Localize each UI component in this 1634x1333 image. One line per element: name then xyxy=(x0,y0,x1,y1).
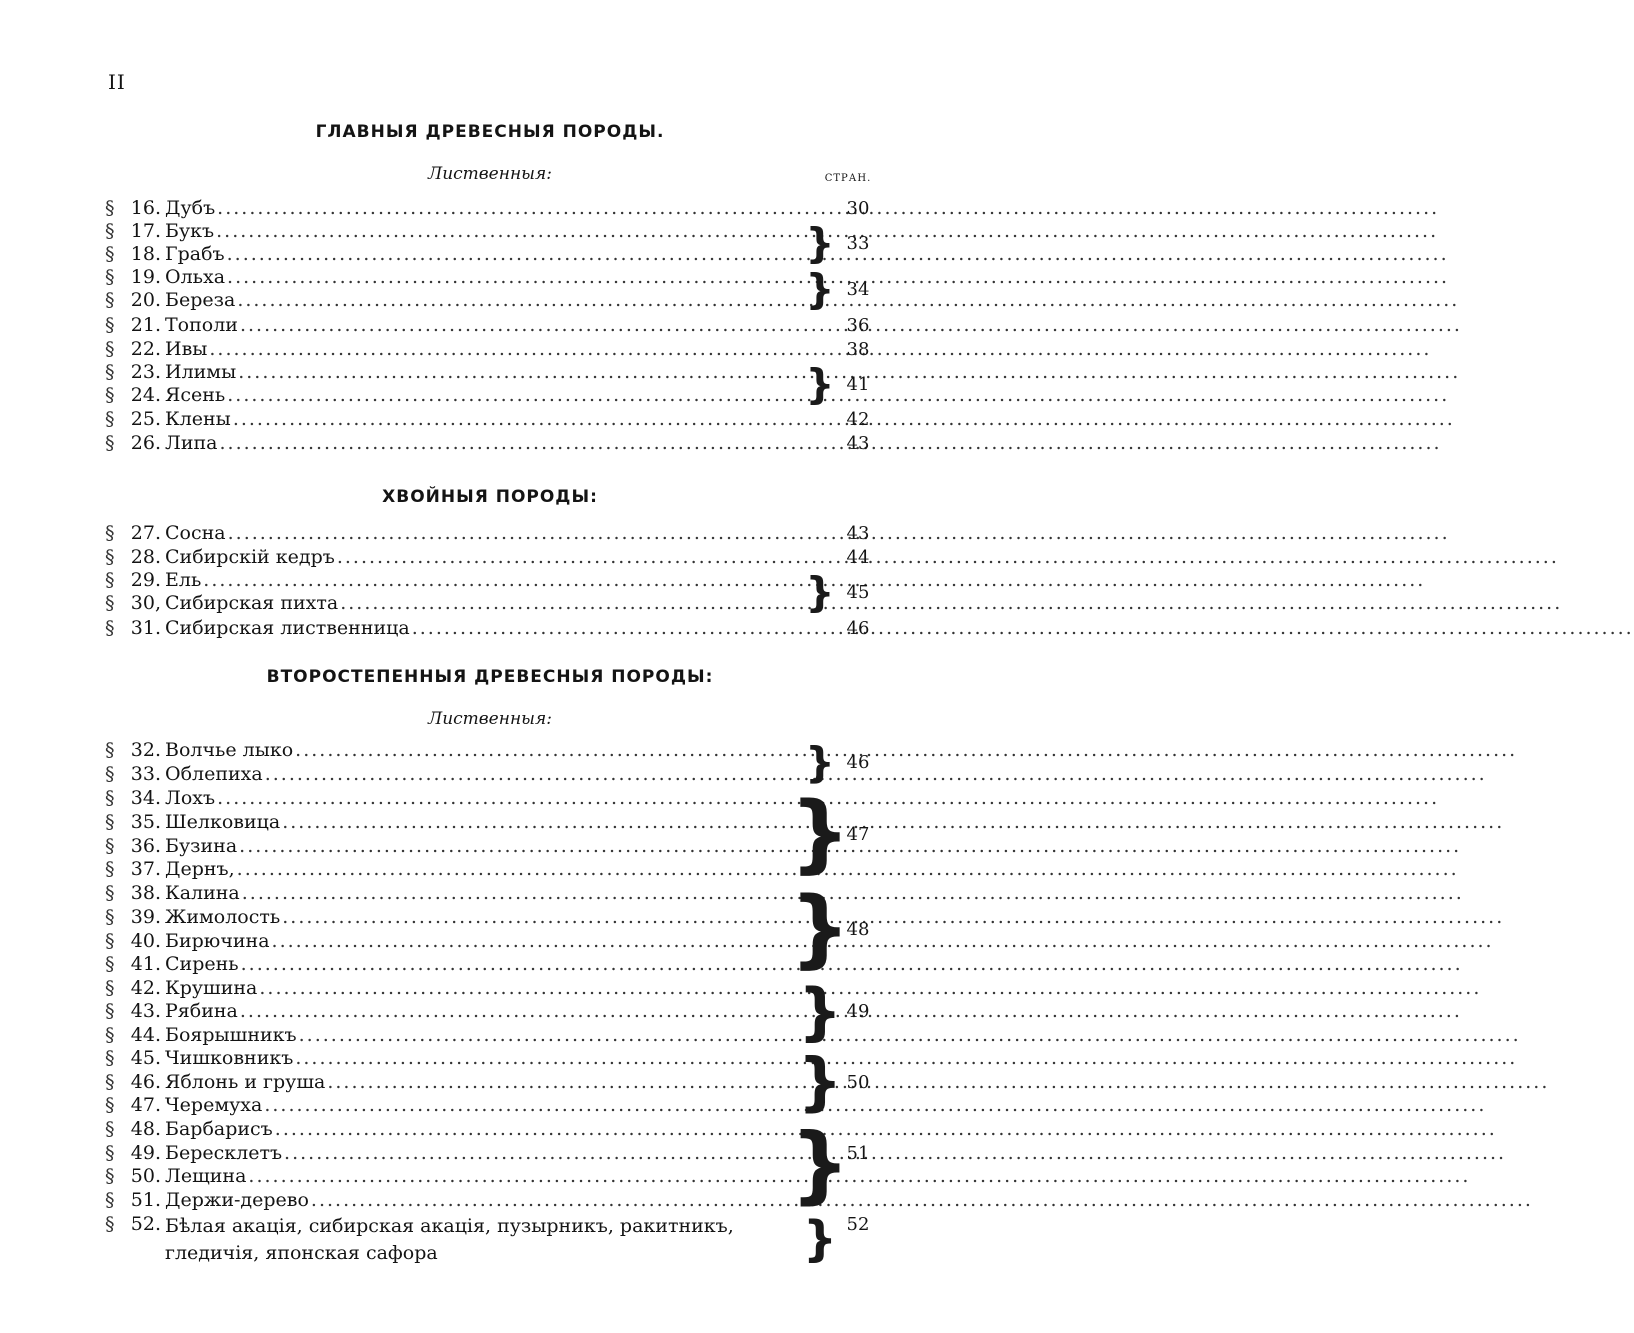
entry-number: 26. xyxy=(130,432,161,454)
page-reference: 43 xyxy=(846,433,870,454)
entry-number: 49. xyxy=(130,1142,161,1164)
entry-title: Бѣлая акація, сибирская акація, пузырникъ, ракитникъ, гледичія, японская сафора xyxy=(165,1215,734,1264)
section-sign: § xyxy=(105,314,115,336)
entry-title: Сосна xyxy=(165,522,226,544)
section-sign: § xyxy=(105,1165,115,1187)
section-sign: § xyxy=(105,858,115,880)
section-sign: § xyxy=(105,882,115,904)
dot-leader xyxy=(264,1094,1486,1117)
entry-title: Ивы xyxy=(165,338,208,360)
toc-entry xyxy=(105,930,820,953)
section-subtitle-deciduous-secondary: Лиственныя: xyxy=(428,709,552,729)
entry-number: 51. xyxy=(130,1189,161,1211)
entry-number: 35. xyxy=(130,811,161,833)
entry-title: Ель xyxy=(165,569,202,591)
toc-entry xyxy=(105,882,820,905)
section-sign: § xyxy=(105,592,115,614)
section-sign: § xyxy=(105,338,115,360)
entry-number: 44. xyxy=(130,1024,161,1046)
page-reference: 47 xyxy=(846,824,870,845)
entry-title: Ольха xyxy=(165,266,226,288)
entry-number: 18. xyxy=(130,243,161,265)
page-reference: 50 xyxy=(846,1072,870,1093)
entry-number: 37. xyxy=(130,858,161,880)
toc-entry xyxy=(105,1071,820,1094)
page-reference: 46 xyxy=(846,618,870,639)
page-reference: 30 xyxy=(846,198,870,219)
entry-number: 47. xyxy=(130,1094,161,1116)
entry-number: 50. xyxy=(130,1165,161,1187)
entry-number: 21. xyxy=(130,314,161,336)
toc-entry xyxy=(105,592,820,615)
page-reference: 46 xyxy=(846,752,870,773)
page-reference: 42 xyxy=(846,409,870,430)
entry-title: Боярышникъ xyxy=(165,1024,297,1046)
toc-entry xyxy=(105,289,820,312)
section-sign: § xyxy=(105,1000,115,1022)
entry-number: 19. xyxy=(130,266,161,288)
entry-number: 31. xyxy=(130,617,161,639)
entry-title: Рябина xyxy=(165,1000,238,1022)
toc-entry xyxy=(105,1024,820,1047)
grouping-brace: } xyxy=(790,1115,850,1213)
section-sign: § xyxy=(105,266,115,288)
entry-number: 48. xyxy=(130,1118,161,1140)
dot-leader xyxy=(295,739,1517,762)
entry-number: 45. xyxy=(130,1047,161,1069)
toc-entry xyxy=(105,314,820,337)
page-reference: 43 xyxy=(846,523,870,544)
toc-entry xyxy=(105,361,820,384)
toc-entry xyxy=(105,1047,820,1070)
entry-title: Сирень xyxy=(165,953,239,975)
entry-number: 40. xyxy=(130,930,161,952)
entry-title: Сибирскій кедръ xyxy=(165,546,335,568)
dot-leader xyxy=(259,977,1481,1000)
entry-number: 30, xyxy=(130,592,161,614)
dot-leader xyxy=(242,882,1464,905)
dot-leader xyxy=(295,1047,1517,1070)
entry-number: 22. xyxy=(130,338,161,360)
toc-entry xyxy=(105,522,820,545)
grouping-brace: } xyxy=(805,360,835,408)
entry-title: Тополи xyxy=(165,314,238,336)
page-reference: 52 xyxy=(846,1214,870,1235)
dot-leader xyxy=(282,811,1504,834)
page-reference: 38 xyxy=(846,339,870,360)
entry-number: 29. xyxy=(130,569,161,591)
toc-entry xyxy=(105,1213,820,1267)
dot-leader xyxy=(311,1189,1533,1212)
dot-leader xyxy=(299,1024,1521,1047)
section-sign: § xyxy=(105,835,115,857)
grouping-brace: } xyxy=(802,1211,838,1267)
toc-entry xyxy=(105,906,820,929)
section-sign: § xyxy=(105,243,115,265)
section-sign: § xyxy=(105,220,115,242)
section-sign: § xyxy=(105,977,115,999)
section-sign: § xyxy=(105,432,115,454)
page-reference: 41 xyxy=(846,374,870,395)
page-reference: 48 xyxy=(846,919,870,940)
entry-number: 27. xyxy=(130,522,161,544)
dot-leader xyxy=(248,1165,1470,1188)
dot-leader xyxy=(337,546,1559,569)
entry-number: 43. xyxy=(130,1000,161,1022)
entry-title: Волчье лыко xyxy=(165,739,294,761)
page-reference: 33 xyxy=(846,233,870,254)
section-title-main-species: ГЛАВНЫЯ ДРЕВЕСНЫЯ ПОРОДЫ. xyxy=(315,122,665,142)
page-reference: 36 xyxy=(846,315,870,336)
entry-title: Береза xyxy=(165,289,236,311)
page-reference: 34 xyxy=(846,279,870,300)
entry-number: 24. xyxy=(130,384,161,406)
toc-entry xyxy=(105,546,820,569)
entry-title: Барбарисъ xyxy=(165,1118,273,1140)
toc-entry xyxy=(105,858,820,881)
section-sign: § xyxy=(105,1047,115,1069)
entry-number: 34. xyxy=(130,787,161,809)
section-sign: § xyxy=(105,1024,115,1046)
entry-title: Сибирская лиственница xyxy=(165,617,410,639)
section-sign: § xyxy=(105,617,115,639)
toc-entry xyxy=(105,243,820,266)
entry-title: Жимолость xyxy=(165,906,281,928)
entry-title: Шелковица xyxy=(165,811,281,833)
entry-number: 36. xyxy=(130,835,161,857)
dot-leader xyxy=(327,1071,1549,1094)
section-sign: § xyxy=(105,787,115,809)
page-reference: 44 xyxy=(846,547,870,568)
section-sign: § xyxy=(105,906,115,928)
section-sign: § xyxy=(105,569,115,591)
entry-title: Клены xyxy=(165,408,231,430)
grouping-brace: } xyxy=(797,975,843,1048)
toc-entry xyxy=(105,1142,820,1165)
dot-leader xyxy=(340,592,1562,615)
grouping-brace: } xyxy=(789,879,851,978)
toc-entry xyxy=(105,953,820,976)
grouping-brace: } xyxy=(805,738,835,787)
section-sign: § xyxy=(105,1213,115,1235)
entry-title: Бирючина xyxy=(165,930,270,952)
toc-entry xyxy=(105,977,820,1000)
entry-title: Чишковникъ xyxy=(165,1047,294,1069)
page-number: II xyxy=(108,70,126,94)
toc-entry xyxy=(105,1165,820,1188)
dot-leader xyxy=(220,432,1442,455)
dot-leader xyxy=(284,1142,1506,1165)
dot-leader xyxy=(209,338,1431,361)
dot-leader xyxy=(282,906,1504,929)
entry-number: 17. xyxy=(130,220,161,242)
toc-entry xyxy=(105,569,820,592)
toc-entry xyxy=(105,384,820,407)
section-subtitle-deciduous: Лиственныя: xyxy=(428,164,552,184)
section-sign: § xyxy=(105,546,115,568)
section-sign: § xyxy=(105,1142,115,1164)
section-sign: § xyxy=(105,930,115,952)
entry-title: Лещина xyxy=(165,1165,247,1187)
grouping-brace: } xyxy=(797,1045,843,1118)
toc-entry xyxy=(105,432,820,455)
entry-number: 39. xyxy=(130,906,161,928)
section-sign: § xyxy=(105,763,115,785)
section-sign: § xyxy=(105,811,115,833)
toc-entry xyxy=(105,787,820,810)
section-sign: § xyxy=(105,739,115,761)
entry-title: Калина xyxy=(165,882,240,904)
toc-entry xyxy=(105,338,820,361)
entry-number: 41. xyxy=(130,953,161,975)
section-sign: § xyxy=(105,408,115,430)
entry-number: 16. xyxy=(130,197,161,219)
page-reference: 49 xyxy=(846,1001,870,1022)
toc-entry xyxy=(105,220,820,243)
entry-title: Держи-дерево xyxy=(165,1189,309,1211)
toc-entry xyxy=(105,1118,820,1141)
entry-number: 52. xyxy=(130,1213,161,1235)
toc-entry xyxy=(105,266,820,289)
toc-entry xyxy=(105,1000,820,1023)
page-reference: 51 xyxy=(846,1143,870,1164)
entry-number: 25. xyxy=(130,408,161,430)
toc-entry xyxy=(105,1094,820,1117)
entry-number: 42. xyxy=(130,977,161,999)
entry-title: Грабъ xyxy=(165,243,225,265)
entry-title: Дубъ xyxy=(165,197,216,219)
page-reference: 45 xyxy=(846,582,870,603)
section-title-secondary-species: ВТОРОСТЕПЕННЫЯ ДРЕВЕСНЫЯ ПОРОДЫ: xyxy=(266,667,714,687)
toc-entry xyxy=(105,763,820,786)
dot-leader xyxy=(272,930,1494,953)
entry-number: 38. xyxy=(130,882,161,904)
toc-entry xyxy=(105,1189,820,1212)
section-sign: § xyxy=(105,1189,115,1211)
toc-entry xyxy=(105,739,820,762)
section-sign: § xyxy=(105,1071,115,1093)
toc-entry xyxy=(105,811,820,834)
grouping-brace: } xyxy=(805,568,835,616)
entry-number: 32. xyxy=(130,739,161,761)
toc-entry xyxy=(105,197,820,220)
grouping-brace: } xyxy=(805,265,835,313)
grouping-brace: } xyxy=(789,784,851,883)
entry-title: Яблонь и груша xyxy=(165,1071,326,1093)
entry-title: Лохъ xyxy=(165,787,216,809)
entry-number: 20. xyxy=(130,289,161,311)
toc-entry xyxy=(105,835,820,858)
entry-title: Дернъ, xyxy=(165,858,235,880)
entry-title: Липа xyxy=(165,432,218,454)
section-sign: § xyxy=(105,361,115,383)
section-sign: § xyxy=(105,1118,115,1140)
section-sign: § xyxy=(105,197,115,219)
section-sign: § xyxy=(105,289,115,311)
entry-title: Букъ xyxy=(165,220,215,242)
page-column-label: СТРАН. xyxy=(824,173,872,184)
section-sign: § xyxy=(105,522,115,544)
section-title-coniferous: ХВОЙНЫЯ ПОРОДЫ: xyxy=(382,487,598,507)
grouping-brace: } xyxy=(805,219,835,267)
entry-number: 33. xyxy=(130,763,161,785)
section-sign: § xyxy=(105,384,115,406)
entry-title: Крушина xyxy=(165,977,258,999)
entry-number: 46. xyxy=(130,1071,161,1093)
entry-title: Черемуха xyxy=(165,1094,263,1116)
toc-entry xyxy=(105,617,820,640)
section-sign: § xyxy=(105,953,115,975)
entry-title: Сибирская пихта xyxy=(165,592,339,614)
entry-title: Бересклетъ xyxy=(165,1142,283,1164)
entry-title: Бузина xyxy=(165,835,238,857)
entry-number: 28. xyxy=(130,546,161,568)
entry-title: Облепиха xyxy=(165,763,263,785)
dot-leader xyxy=(412,617,1634,640)
dot-leader xyxy=(217,197,1439,220)
entry-title: Ясень xyxy=(165,384,226,406)
dot-leader xyxy=(275,1118,1497,1141)
entry-number: 23. xyxy=(130,361,161,383)
toc-entry xyxy=(105,408,820,431)
entry-title: Илимы xyxy=(165,361,237,383)
section-sign: § xyxy=(105,1094,115,1116)
dot-leader xyxy=(241,953,1463,976)
